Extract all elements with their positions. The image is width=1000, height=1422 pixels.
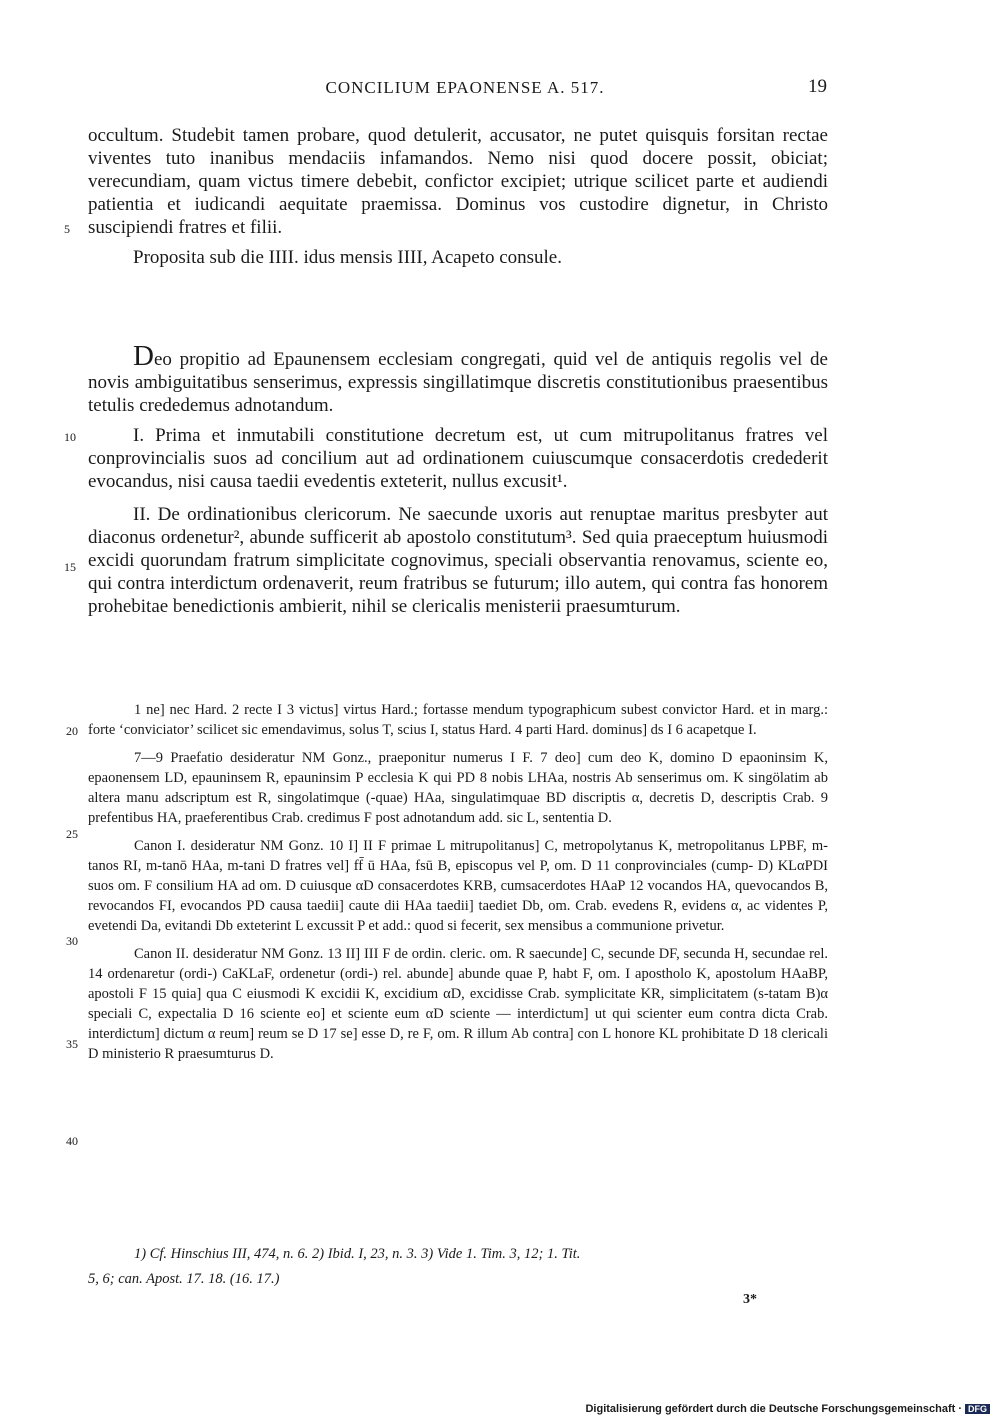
- footnote-line: 1) Cf. Hinschius III, 474, n. 6. 2) Ibid. I, 23, n. 3. 3) Vide 1. Tim. 3, 12; 1. Tit.: [134, 1246, 581, 1262]
- paragraph-3: [88, 342, 828, 417]
- apparatus-criticus: [88, 700, 828, 1072]
- signature-mark: 3*: [743, 1292, 757, 1307]
- line-number: 15: [64, 560, 76, 574]
- line-number: 10: [64, 430, 76, 444]
- paragraph-2: [88, 246, 828, 269]
- running-header: CONCILIUM EPAONENSE A. 517.: [325, 78, 605, 97]
- apparatus-entry: Canon II. desideratur NM Gonz. 13 II] III F de ordin. cleric. om. R saecunde] C, secunde DF, secunda H, secundae rel. 14 ordenaretur (ordi-) CaKLaF, ordenetur (ordi-) rel. abunde] abunde quae P, habt F, om. I apostholo K, apostolum HAaBP, apostoli F 15 quia] qua C eiusmodi K excidii K, excidium αD, excidisse Crab. symplicitate KR, simplicitatem (s-tatam B)α speciali C, expectalia D 16 sciente eo] et sciente eum αD sciente — interdictum] ut qui scienter eum contra dicta Crab. interdictum] dictum α reum] reum se D 17 se] esse D, re F, om. R illum Ab contra] con L honore KL prohibitate D 18 clericali D ministerio R praesumturus D.: [88, 946, 828, 1062]
- canon-2-text: II. De ordinationibus clericorum. Ne saecunde uxoris aut renuptae maritus presbyter aut diaconus ordenetur², abunde sufficerit ab apostolo constitutum³. Sed quia praeceptum huiusmodi excidi quorundam fratrum simplicitate cognovimus, speciali observantia renovamus, sciente eo, qui contra interdictum ordenaverit, reum fratribus se futurum; illo autem, qui contra fas honorem prohebitae benedictionis ambierit, nihil se clericalis menisterii praesumturum.: [88, 504, 828, 617]
- paragraph-1: [88, 124, 828, 239]
- page-number: 19: [808, 76, 827, 97]
- paragraph-text: eo propitio ad Epaunensem ecclesiam congregati, quid vel de antiquis regolis vel de novis ambiguitatibus senserimus, expressis singillatimque discretis constitutionibus praesentibus tetulis crededemus adnotandum.: [88, 349, 828, 416]
- apparatus-entry: Canon I. desideratur NM Gonz. 10 I] II F primae L mitrupolitanus] C, metropolytanus K, metropolitanus LPBF, m-tanos RI, m-tanō HAa, m-tani D fratres vel] ff̄ ū HAa, fsū B, episcopus vel P, om. D 11 conprovinciales (cump- D) KLαPDI suos om. F consilium HA ad om. D cuiusque αD consacerdotes KRB, cumsacerdotes HAaP 12 vocandos HA, quevocandos B, revocandos FI, evocandos PD causa taedii] caute dii HAa taedii] taediet Db, om. Crab. evedens R, evidens α, ac videntes P, evetendi Da, evitandi Db exteterint L excussit P et add.: quod si fecerit, sex mensibus a communione privetur.: [88, 838, 828, 934]
- canon-2: [88, 503, 828, 618]
- apparatus-entry: 7—9 Praefatio desideratur NM Gonz., praeponitur numerus I F. 7 deo] cum deo K, domino D epaoninsim K, epaonensem LD, epauninsem R, epauninsim P ecclesia K qui PD 8 nobis LHAa, nostris Ab senserimus om. K singölatim ab altera manu adscriptum est R, singolatimque (-quae) HAa, singulatimquae BD discriptis α, decretis D, descriptis Crab. 9 prefentibus HA, praeferentibus Crab. credimus F post adnotandum add. sic L, sententia D.: [88, 750, 828, 826]
- initial-letter: D: [133, 340, 154, 372]
- line-number: 20: [66, 724, 78, 738]
- footnote-line: 5, 6; can. Apost. 17. 18. (16. 17.): [88, 1271, 280, 1287]
- line-number: 25: [66, 827, 78, 841]
- line-number: 5: [64, 222, 70, 236]
- canon-1-text: I. Prima et inmutabili constitutione decretum est, ut cum mitrupolitanus fratres vel conprovincialis suos ad concilium aut ad ordinationem cuiuscumque consacerdotis credederit evocandus, nisi causa taedii evedentis exteterit, nullus excusit¹.: [88, 425, 828, 492]
- footnotes: [88, 1242, 828, 1292]
- credit-text: Digitalisierung gefördert durch die Deutsche Forschungsgemeinschaft ·: [585, 1403, 962, 1415]
- apparatus-entry: 1 ne] nec Hard. 2 recte I 3 victus] virtus Hard.; fortasse mendum typographicum subest convictor Hard. et in marg.: forte ‘conviciator’ scilicet sic emendavimus, solus T, scius I, status Hard. 4 parti Hard. dominus] ds I 6 acapetque I.: [88, 702, 828, 738]
- paragraph-text: occultum. Studebit tamen probare, quod detulerit, accusator, ne putet quisquis forsitan rectae viventes tuto inanibus mendaciis infamandos. Nemo nisi quod docere possit, obiciat; verecundiam, quam victus timere debebit, confictor excipiet; utrique scilicet parte et audiendi patientia et iudicandi aequitate praemissa. Dominus vos custodire dignetur, in Christo suscipiendi fratres et filii.: [88, 125, 828, 238]
- digitization-credit: [585, 1403, 990, 1415]
- canon-1: [88, 424, 828, 493]
- dfg-logo: DFG: [965, 1404, 990, 1414]
- line-number: 40: [66, 1134, 78, 1148]
- proposita-line: Proposita sub die IIII. idus mensis IIII, Acapeto consule.: [133, 247, 562, 268]
- line-number: 30: [66, 934, 78, 948]
- line-number: 35: [66, 1037, 78, 1051]
